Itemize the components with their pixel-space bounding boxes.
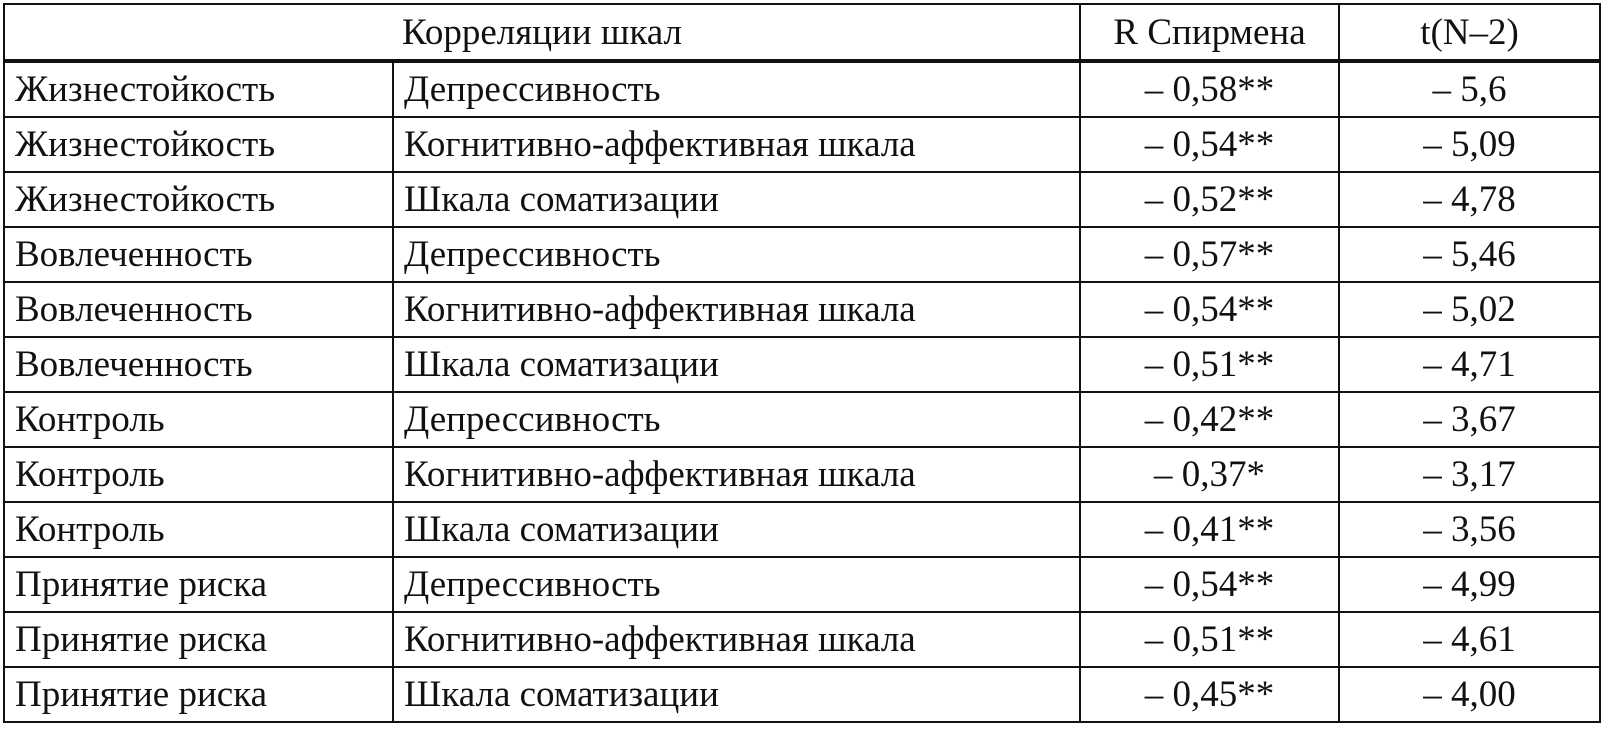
- cell-t-value: – 3,56: [1339, 502, 1600, 557]
- cell-scale-1: Вовлеченность: [4, 337, 393, 392]
- cell-scale-1: Контроль: [4, 392, 393, 447]
- cell-t-value: – 5,6: [1339, 61, 1600, 117]
- cell-scale-1: Жизнестойкость: [4, 172, 393, 227]
- header-scale-correlations: Корреляции шкал: [4, 4, 1080, 61]
- cell-spearman-r: – 0,51**: [1080, 612, 1339, 667]
- header-t-statistic: t(N–2): [1339, 4, 1600, 61]
- cell-scale-1: Контроль: [4, 502, 393, 557]
- cell-scale-1: Вовлеченность: [4, 282, 393, 337]
- cell-spearman-r: – 0,42**: [1080, 392, 1339, 447]
- cell-spearman-r: – 0,41**: [1080, 502, 1339, 557]
- table-row: [4, 392, 1600, 447]
- cell-spearman-r: – 0,57**: [1080, 227, 1339, 282]
- table-row: [4, 612, 1600, 667]
- cell-scale-2: Депрессивность: [393, 392, 1080, 447]
- cell-scale-1: Жизнестойкость: [4, 61, 393, 117]
- table-row: [4, 502, 1600, 557]
- table-row: [4, 172, 1600, 227]
- cell-t-value: – 4,71: [1339, 337, 1600, 392]
- cell-t-value: – 3,17: [1339, 447, 1600, 502]
- table-body: [4, 61, 1600, 722]
- correlation-table-container: [3, 3, 1599, 726]
- cell-scale-1: Контроль: [4, 447, 393, 502]
- cell-t-value: – 4,00: [1339, 667, 1600, 722]
- cell-spearman-r: – 0,45**: [1080, 667, 1339, 722]
- table-row: [4, 61, 1600, 117]
- cell-scale-2: Когнитивно-аффективная шкала: [393, 282, 1080, 337]
- cell-t-value: – 4,99: [1339, 557, 1600, 612]
- table-row: [4, 337, 1600, 392]
- cell-spearman-r: – 0,54**: [1080, 282, 1339, 337]
- cell-t-value: – 5,09: [1339, 117, 1600, 172]
- cell-spearman-r: – 0,37*: [1080, 447, 1339, 502]
- table-row: [4, 227, 1600, 282]
- table-row: [4, 282, 1600, 337]
- cell-t-value: – 5,46: [1339, 227, 1600, 282]
- table-header-row: [4, 4, 1600, 61]
- cell-scale-2: Шкала соматизации: [393, 172, 1080, 227]
- cell-scale-2: Когнитивно-аффективная шкала: [393, 117, 1080, 172]
- cell-t-value: – 4,61: [1339, 612, 1600, 667]
- header-spearman-r: R Спирмена: [1080, 4, 1339, 61]
- table-row: [4, 447, 1600, 502]
- cell-spearman-r: – 0,58**: [1080, 61, 1339, 117]
- cell-scale-1: Принятие риска: [4, 557, 393, 612]
- cell-t-value: – 5,02: [1339, 282, 1600, 337]
- cell-scale-2: Когнитивно-аффективная шкала: [393, 447, 1080, 502]
- cell-scale-1: Вовлеченность: [4, 227, 393, 282]
- cell-spearman-r: – 0,52**: [1080, 172, 1339, 227]
- table-row: [4, 667, 1600, 722]
- table-row: [4, 117, 1600, 172]
- cell-t-value: – 4,78: [1339, 172, 1600, 227]
- cell-scale-1: Принятие риска: [4, 667, 393, 722]
- cell-scale-1: Принятие риска: [4, 612, 393, 667]
- cell-spearman-r: – 0,51**: [1080, 337, 1339, 392]
- cell-scale-2: Шкала соматизации: [393, 502, 1080, 557]
- cell-scale-2: Шкала соматизации: [393, 337, 1080, 392]
- cell-scale-2: Когнитивно-аффективная шкала: [393, 612, 1080, 667]
- cell-scale-2: Шкала соматизации: [393, 667, 1080, 722]
- table-row: [4, 557, 1600, 612]
- cell-spearman-r: – 0,54**: [1080, 117, 1339, 172]
- cell-scale-2: Депрессивность: [393, 227, 1080, 282]
- cell-scale-1: Жизнестойкость: [4, 117, 393, 172]
- cell-scale-2: Депрессивность: [393, 557, 1080, 612]
- cell-t-value: – 3,67: [1339, 392, 1600, 447]
- correlation-table: [3, 3, 1601, 723]
- cell-spearman-r: – 0,54**: [1080, 557, 1339, 612]
- cell-scale-2: Депрессивность: [393, 61, 1080, 117]
